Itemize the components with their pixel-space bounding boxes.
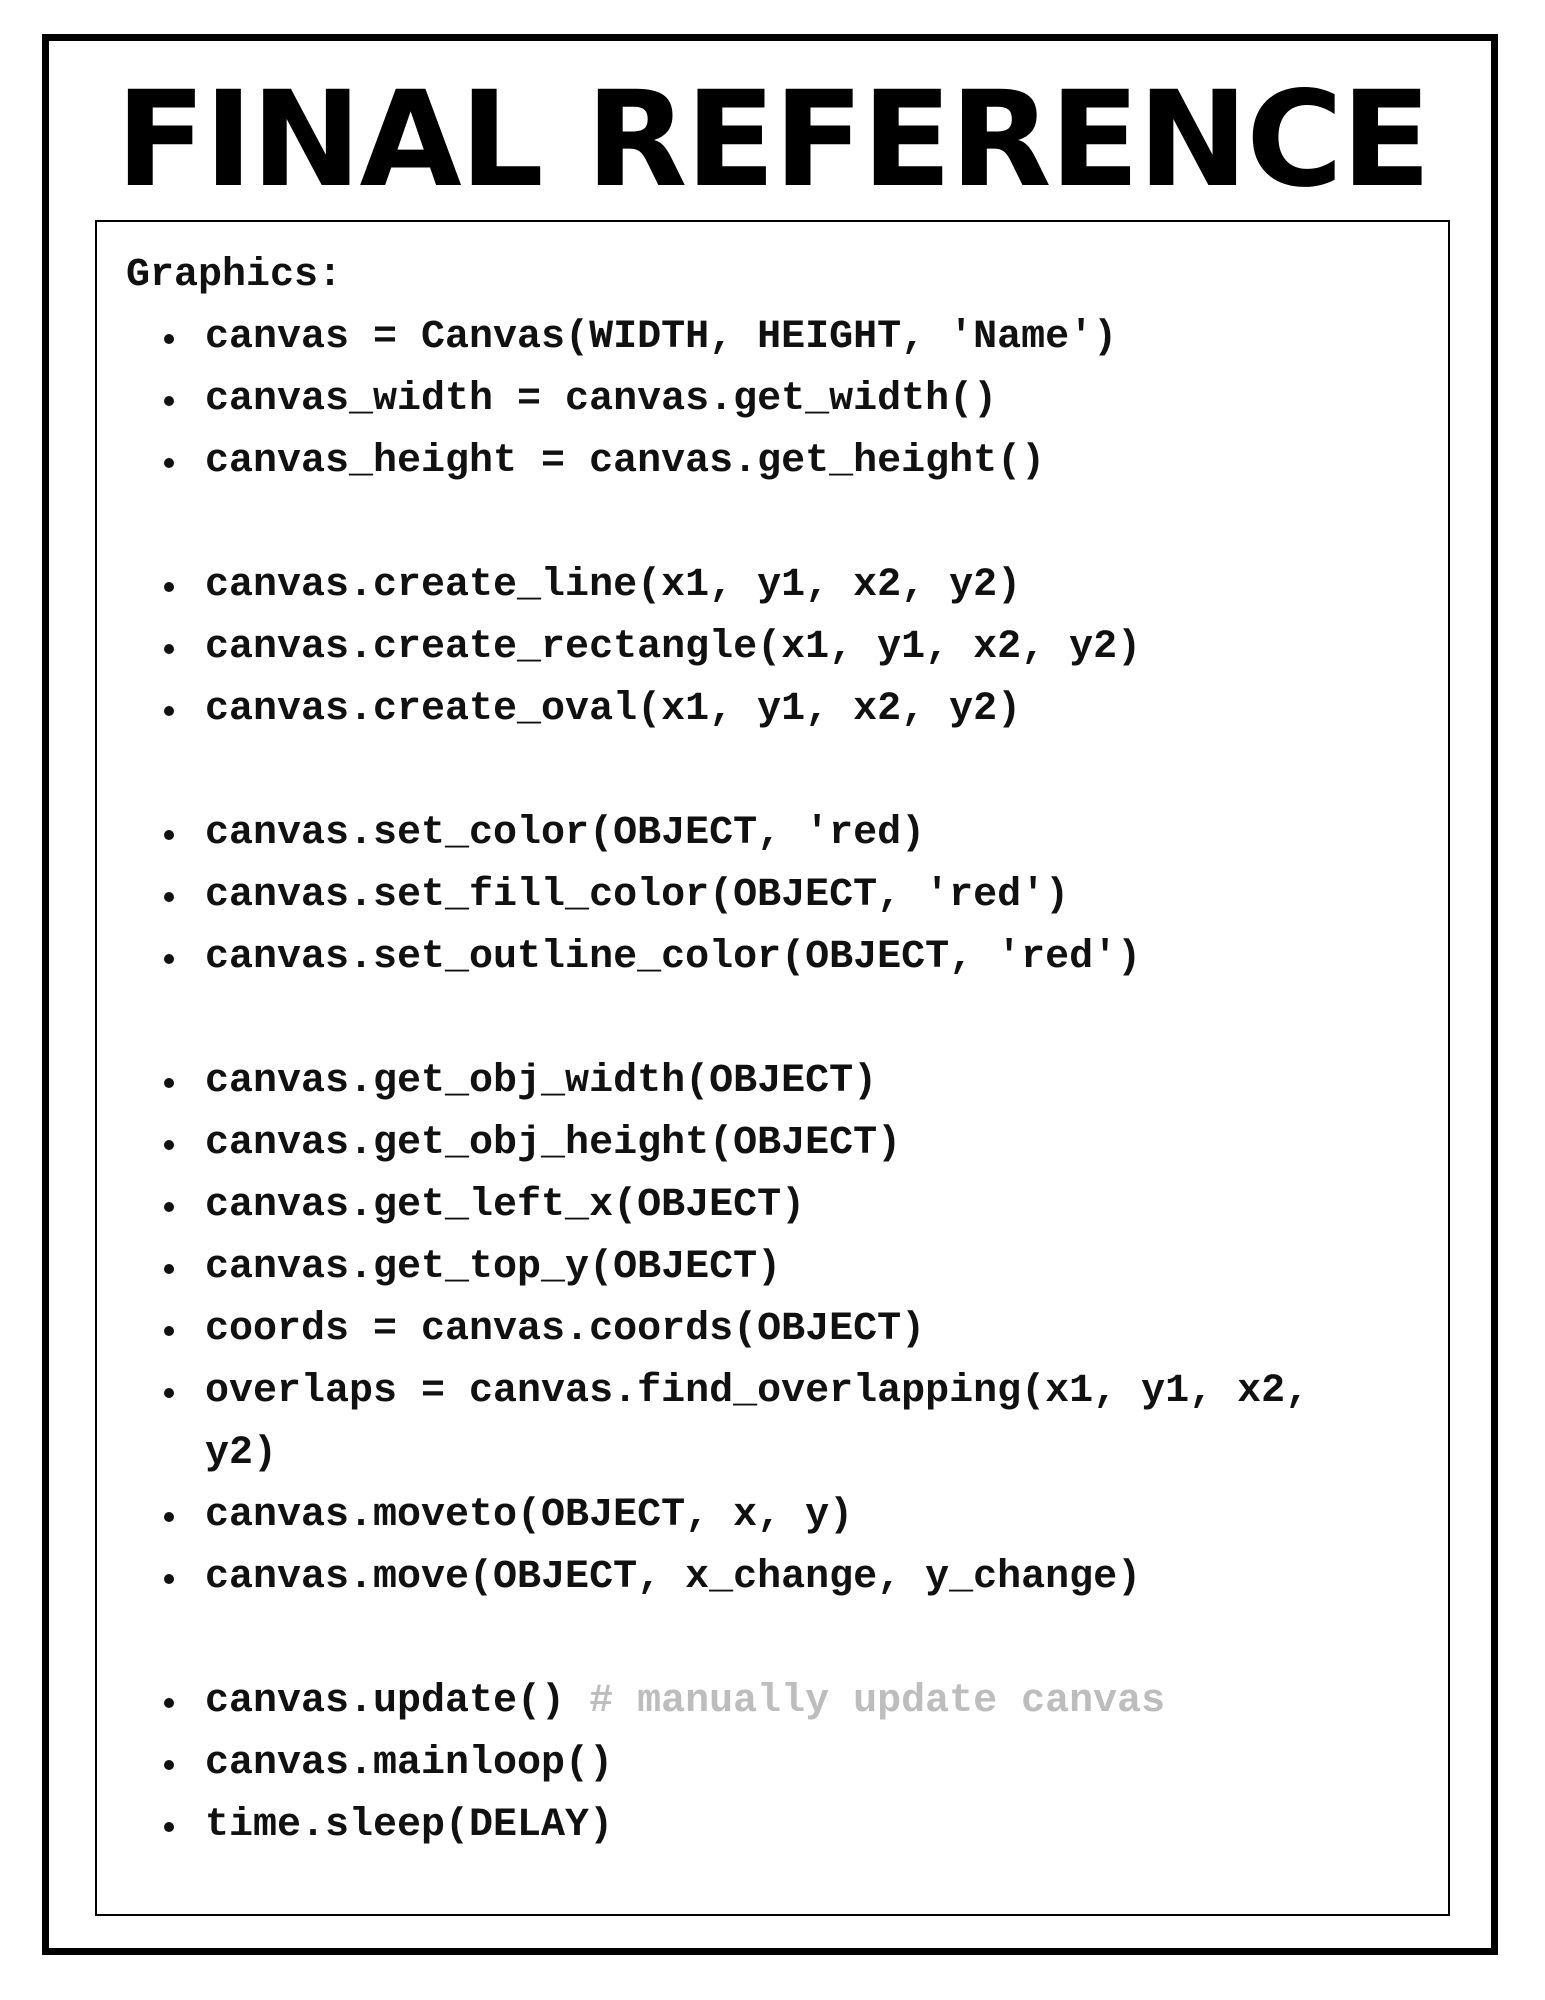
list-item	[126, 617, 1366, 679]
bullet-icon	[164, 1202, 174, 1212]
bullet-icon	[164, 892, 174, 902]
code-text: canvas.moveto(OBJECT, x, y)	[205, 1493, 854, 1538]
list-item	[126, 1361, 1366, 1485]
code-text: canvas_height = canvas.get_height()	[205, 439, 1046, 484]
section-heading: Graphics:	[126, 253, 343, 298]
code-text: canvas.create_rectangle(x1, y1, x2, y2)	[205, 625, 1142, 670]
bullet-icon	[164, 1078, 174, 1088]
group-spacer	[126, 989, 1426, 1051]
code-text: canvas.set_color(OBJECT, 'red)	[205, 811, 926, 856]
bullet-icon	[164, 1326, 174, 1336]
group-spacer	[126, 493, 1426, 555]
list-item	[126, 1485, 1366, 1547]
bullet-icon	[164, 334, 174, 344]
list-item	[126, 1299, 1366, 1361]
group-spacer	[126, 1609, 1426, 1671]
code-text: coords = canvas.coords(OBJECT)	[205, 1307, 926, 1352]
code-text: canvas.create_line(x1, y1, x2, y2)	[205, 563, 1022, 608]
code-text: canvas.get_obj_width(OBJECT)	[205, 1059, 878, 1104]
list-item	[126, 1051, 1366, 1113]
code-text: canvas = Canvas(WIDTH, HEIGHT, 'Name')	[205, 315, 1118, 360]
list-item	[126, 679, 1366, 741]
reference-list	[126, 307, 1426, 1857]
list-item	[126, 1733, 1366, 1795]
bullet-icon	[164, 1512, 174, 1522]
bullet-icon	[164, 954, 174, 964]
list-item	[126, 1671, 1366, 1733]
code-text: overlaps = canvas.find_overlapping(x1, y1, x2, y2)	[205, 1369, 1310, 1476]
code-text: canvas.move(OBJECT, x_change, y_change)	[205, 1555, 1142, 1600]
bullet-icon	[164, 1760, 174, 1770]
list-item	[126, 1547, 1366, 1609]
code-text: canvas.set_fill_color(OBJECT, 'red')	[205, 873, 1070, 918]
code-reference	[126, 245, 1426, 1857]
code-text: canvas_width = canvas.get_width()	[205, 377, 998, 422]
code-comment: # manually update canvas	[589, 1679, 1166, 1724]
list-item	[126, 1175, 1366, 1237]
code-text: canvas.get_top_y(OBJECT)	[205, 1245, 782, 1290]
code-text: canvas.update()	[205, 1679, 590, 1724]
list-item	[126, 431, 1366, 493]
code-text: canvas.create_oval(x1, y1, x2, y2)	[205, 687, 1022, 732]
list-item	[126, 1113, 1366, 1175]
page-title: FINAL REFERENCE	[115, 63, 1430, 217]
bullet-icon	[164, 1388, 174, 1398]
bullet-icon	[164, 1822, 174, 1832]
list-item	[126, 1795, 1366, 1857]
code-text: canvas.get_left_x(OBJECT)	[205, 1183, 806, 1228]
list-item	[126, 865, 1366, 927]
bullet-icon	[164, 1698, 174, 1708]
bullet-icon	[164, 1574, 174, 1584]
list-item	[126, 927, 1366, 989]
list-item	[126, 307, 1366, 369]
bullet-icon	[164, 1264, 174, 1274]
bullet-icon	[164, 582, 174, 592]
bullet-icon	[164, 1140, 174, 1150]
bullet-icon	[164, 644, 174, 654]
list-item	[126, 369, 1366, 431]
group-spacer	[126, 741, 1426, 803]
code-text: canvas.mainloop()	[205, 1741, 614, 1786]
bullet-icon	[164, 396, 174, 406]
code-text: canvas.get_obj_height(OBJECT)	[205, 1121, 902, 1166]
bullet-icon	[164, 706, 174, 716]
code-text: time.sleep(DELAY)	[205, 1803, 614, 1848]
list-item	[126, 803, 1366, 865]
bullet-icon	[164, 830, 174, 840]
code-text: canvas.set_outline_color(OBJECT, 'red')	[205, 935, 1142, 980]
bullet-icon	[164, 458, 174, 468]
list-item	[126, 1237, 1366, 1299]
list-item	[126, 555, 1366, 617]
